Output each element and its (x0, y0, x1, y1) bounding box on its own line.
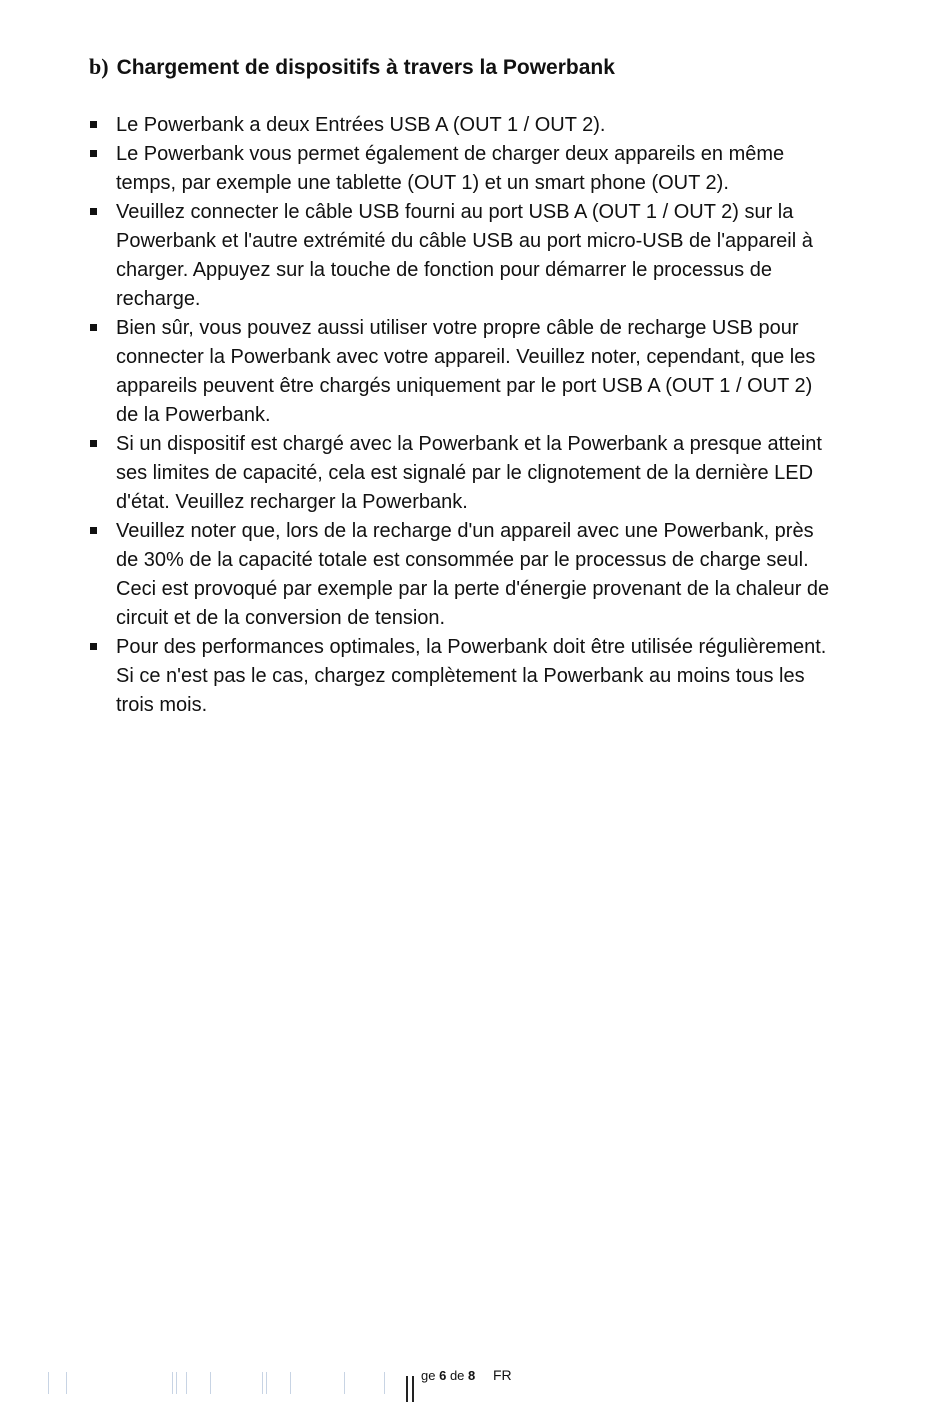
square-bullet-icon (90, 643, 97, 650)
page-separator: de (449, 1368, 465, 1383)
square-bullet-icon (90, 440, 97, 447)
divider-line (176, 1372, 177, 1394)
page-footer (0, 1362, 950, 1396)
square-bullet-icon (90, 150, 97, 157)
page-number (421, 1368, 475, 1383)
square-bullet-icon (90, 324, 97, 331)
list-item-text: Si un dispositif est chargé avec la Powerbank et la Powerbank a presque atteint ses limites de capacité, cela est signalé par le clignotement de la dernière LED d'état. Veuillez recharger la Powerbank. (116, 433, 822, 513)
divider-line (186, 1372, 187, 1394)
page-prefix: ge (421, 1368, 436, 1383)
divider-line (412, 1376, 414, 1402)
list-item (88, 111, 833, 140)
divider-line (172, 1372, 173, 1394)
divider-line (66, 1372, 67, 1394)
divider-line (290, 1372, 291, 1394)
bullet-list (88, 111, 833, 720)
square-bullet-icon (90, 208, 97, 215)
page-current: 6 (439, 1368, 447, 1383)
list-item-text: Veuillez noter que, lors de la recharge d'un appareil avec une Powerbank, près de 30% de la capacité totale est consommée par le processus de charge seul. Ceci est provoqué par exemple par la perte d'énergie provenant de la chaleur de circuit et de la conversion de tension. (116, 520, 830, 629)
divider-line (384, 1372, 385, 1394)
square-bullet-icon (90, 527, 97, 534)
list-item (88, 633, 833, 720)
section-heading (89, 54, 615, 80)
list-item (88, 430, 833, 517)
list-item-text: Pour des performances optimales, la Powerbank doit être utilisée régulièrement. Si ce n'est pas le cas, chargez complètement la Powerbank au moins tous les trois mois. (116, 636, 827, 716)
list-item (88, 517, 833, 633)
divider-line (266, 1372, 267, 1394)
list-item (88, 314, 833, 430)
section-title: Chargement de dispositifs à travers la Powerbank (116, 56, 615, 79)
section-letter: b) (89, 54, 109, 79)
list-item-text: Le Powerbank a deux Entrées USB A (OUT 1 / OUT 2). (116, 114, 606, 136)
page-total: 8 (468, 1368, 476, 1383)
list-item (88, 140, 833, 198)
list-item-text: Veuillez connecter le câble USB fourni au port USB A (OUT 1 / OUT 2) sur la Powerbank et l'autre extrémité du câble USB au port micro-USB de l'appareil à charger. Appuyez sur la touche de fonction pour démarrer le processus de recharge. (116, 201, 813, 310)
divider-line (344, 1372, 345, 1394)
divider-line (48, 1372, 49, 1394)
divider-line (210, 1372, 211, 1394)
divider-line (262, 1372, 263, 1394)
list-item (88, 198, 833, 314)
language-code: FR (493, 1367, 512, 1383)
list-item-text: Le Powerbank vous permet également de charger deux appareils en même temps, par exemple une tablette (OUT 1) et un smart phone (OUT 2). (116, 143, 785, 194)
square-bullet-icon (90, 121, 97, 128)
list-item-text: Bien sûr, vous pouvez aussi utiliser votre propre câble de recharge USB pour connecter la Powerbank avec votre appareil. Veuillez noter, cependant, que les appareils peuvent être chargés uniquement par le port USB A (OUT 1 / OUT 2) de la Powerbank. (116, 317, 816, 426)
divider-line (406, 1376, 408, 1402)
